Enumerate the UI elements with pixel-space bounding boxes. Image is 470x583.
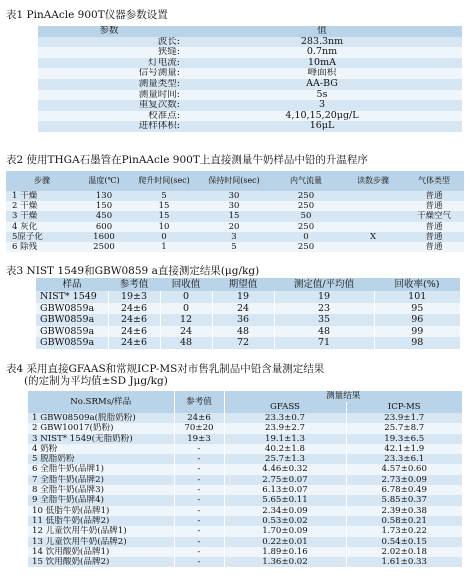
table2-cell: 5原子化 — [6, 232, 78, 242]
table4-cell: 1.89±0.16 — [224, 547, 346, 557]
table-row — [38, 68, 462, 79]
table-row — [6, 222, 464, 232]
table4-cell: 7 全脂牛奶(品牌2) — [28, 475, 174, 485]
table4-cell: 23.3±6.1 — [346, 454, 462, 464]
table3-header-cell: 测定值/平均值 — [274, 278, 374, 291]
table3-cell: 19 — [274, 291, 374, 303]
table-row — [38, 37, 462, 48]
table-row — [38, 90, 462, 101]
table3-cell: 0 — [160, 291, 212, 303]
table-row — [28, 557, 462, 567]
table1-caption: 表1 PinAAcle 900T仪器参数设置 — [6, 9, 168, 21]
table2-cell — [342, 242, 404, 252]
table4-cell: 19.1±1.3 — [224, 434, 346, 444]
table4-cell: 1.73±0.22 — [346, 526, 462, 536]
table3-header-cell: 参考值 — [108, 278, 160, 291]
table-row — [38, 100, 462, 111]
param-value: 0.7nm — [182, 47, 462, 58]
table-row — [28, 516, 462, 526]
table2-cell: 2500 — [78, 242, 130, 252]
table3-cell: 101 — [374, 291, 460, 303]
table4-cell: - — [174, 557, 224, 567]
table2-caption: 表2 使用THGA石墨管在PinAAcle 900T上直接测量牛奶样品中铅的升温程序 — [6, 154, 368, 166]
table3-cell: 35 — [274, 314, 374, 326]
table4-cell: 0.54±0.15 — [346, 537, 462, 547]
table-row — [28, 454, 462, 464]
table3-cell: 96 — [374, 314, 460, 326]
table-row — [38, 111, 462, 122]
table2-cell: 0 — [270, 232, 342, 242]
table-row — [6, 201, 464, 211]
table2-header-cell: 气体类型 — [404, 171, 464, 191]
table2-header-cell: 爬升时间(sec) — [130, 171, 198, 191]
table3-cell: 24±6 — [108, 337, 160, 349]
table4-header-gfaas: GFASS — [224, 402, 346, 413]
table3-cell: 95 — [374, 303, 460, 315]
table2-cell: 10 — [130, 222, 198, 232]
table4-cell: 2.02±0.18 — [346, 547, 462, 557]
table4-cell: 2.34±0.09 — [224, 506, 346, 516]
param-name: 重复次数: — [38, 100, 182, 111]
param-value: 峰面积 — [182, 68, 462, 79]
table4-cell: 1.61±0.33 — [346, 557, 462, 567]
param-value: 4,10,15,20μg/L — [182, 111, 462, 122]
table2-cell — [342, 201, 404, 211]
table4-cell: - — [174, 495, 224, 505]
table2-cell — [342, 191, 404, 201]
param-name: 狭缝: — [38, 47, 182, 58]
table4-cell: 1 GBW08509a(脱脂奶粉) — [28, 413, 174, 423]
table4-caption-line1: 表4 采用直接GFAAS和常规ICP-MS对市售乳制品中铅含量测定结果 — [6, 363, 325, 375]
table2-cell: 普通 — [404, 201, 464, 211]
table2-cell: 130 — [78, 191, 130, 201]
table3-header-cell: 样品 — [36, 278, 108, 291]
table4-cell: 4.46±0.32 — [224, 464, 346, 474]
table2-cell: 600 — [78, 222, 130, 232]
table3-cell: GBW0859a — [36, 314, 108, 326]
table3-cell: 19±3 — [108, 291, 160, 303]
table3-cell: 99 — [374, 326, 460, 338]
table2-cell: 3 干燥 — [6, 211, 78, 221]
table4-cell: 25.7±8.7 — [346, 423, 462, 433]
table2-cell: 15 — [198, 211, 270, 221]
table-row — [38, 58, 462, 69]
table2-header-cell: 保持时间(sec) — [198, 171, 270, 191]
table4-cell: 19.3±6.5 — [346, 434, 462, 444]
param-name: 测量时间: — [38, 90, 182, 101]
param-name: 信号测量: — [38, 68, 182, 79]
table4-cell: - — [174, 506, 224, 516]
table-row — [28, 423, 462, 433]
table3-caption: 表3 NIST 1549和GBW0859 a直接测定结果(μg/kg) — [6, 265, 260, 277]
table3-cell: 71 — [274, 337, 374, 349]
table4-cell: 11 低脂牛奶(品牌2) — [28, 516, 174, 526]
table2-cell: 3 — [198, 232, 270, 242]
table2-cell: 4 灰化 — [6, 222, 78, 232]
table-row — [36, 337, 460, 349]
table2-cell: 1600 — [78, 232, 130, 242]
table2-cell: 15 — [130, 211, 198, 221]
table2-cell: 250 — [270, 191, 342, 201]
table4-header-icpms: ICP-MS — [346, 402, 462, 413]
table2-header-cell: 温度(℃) — [78, 171, 130, 191]
table4-cell: - — [174, 485, 224, 495]
table4-header-ref: 参考值 — [174, 391, 224, 413]
table4-cell: 13 儿童饮用牛奶(品牌2) — [28, 537, 174, 547]
table2-cell — [342, 222, 404, 232]
table3-cell: 48 — [274, 326, 374, 338]
param-name: 波长: — [38, 37, 182, 48]
table3-header-cell: 回收率(%) — [374, 278, 460, 291]
table3-cell: 24 — [212, 303, 274, 315]
param-value: 283.3nm — [182, 37, 462, 48]
table3-cell: 36 — [212, 314, 274, 326]
table2-header-cell: 步骤 — [6, 171, 78, 191]
table4-cell: 4.57±0.60 — [346, 464, 462, 474]
table-row — [28, 526, 462, 536]
table2-cell: 5 — [198, 242, 270, 252]
table4-cell: 6.78±0.49 — [346, 485, 462, 495]
table3-direct-measurement — [36, 278, 460, 349]
table2-cell: X — [342, 232, 404, 242]
table2-cell: 20 — [198, 222, 270, 232]
param-value: 3 — [182, 100, 462, 111]
table4-cell: 5.85±0.37 — [346, 495, 462, 505]
table3-cell: 24±6 — [108, 326, 160, 338]
param-value: 5s — [182, 90, 462, 101]
table2-heating-program — [6, 171, 464, 252]
table4-cell: 23.9±1.7 — [346, 413, 462, 423]
table3-cell: 23 — [274, 303, 374, 315]
table-row — [28, 434, 462, 444]
table4-cell: - — [174, 516, 224, 526]
table4-cell: 6.13±0.07 — [224, 485, 346, 495]
param-name: 进样体积: — [38, 121, 182, 132]
table-row — [36, 303, 460, 315]
table4-cell: 2.39±0.38 — [346, 506, 462, 516]
table4-cell: - — [174, 475, 224, 485]
table-row — [38, 121, 462, 132]
table3-cell: 48 — [212, 326, 274, 338]
table4-cell: 6 全脂牛奶(品牌1) — [28, 464, 174, 474]
table2-cell: 1 干燥 — [6, 191, 78, 201]
table-row — [6, 242, 464, 252]
table4-cell: - — [174, 537, 224, 547]
table4-cell: 2.75±0.07 — [224, 475, 346, 485]
table4-cell: 1.36±0.02 — [224, 557, 346, 567]
table3-cell: 24±6 — [108, 314, 160, 326]
table3-cell: 24 — [160, 326, 212, 338]
table4-cell: 25.7±1.3 — [224, 454, 346, 464]
table3-cell: 48 — [160, 337, 212, 349]
table4-cell: 2.73±0.09 — [346, 475, 462, 485]
table4-cell: 3 NIST* 1549(无脂奶粉) — [28, 434, 174, 444]
table3-cell: 24±6 — [108, 303, 160, 315]
table4-cell: - — [174, 444, 224, 454]
table4-caption-line2: (的定制为平均值±SD Jμg/kg) — [24, 375, 168, 387]
table4-cell: - — [174, 526, 224, 536]
table2-cell: 15 — [130, 201, 198, 211]
table4-cell: - — [174, 464, 224, 474]
table3-cell: GBW0859a — [36, 303, 108, 315]
table2-cell: 普通 — [404, 242, 464, 252]
table-row — [38, 79, 462, 90]
table3-cell: GBW0859a — [36, 326, 108, 338]
table-row — [28, 495, 462, 505]
table2-cell: 干燥空气 — [404, 211, 464, 221]
table-row — [28, 475, 462, 485]
table2-cell: 30 — [198, 201, 270, 211]
table4-cell: 14 饮用酸奶(品牌1) — [28, 547, 174, 557]
param-name: 测量类型: — [38, 79, 182, 90]
table4-cell: 23.9±2.7 — [224, 423, 346, 433]
table4-cell: 9 全脂牛奶(品牌4) — [28, 495, 174, 505]
table-row — [36, 314, 460, 326]
param-name: 灯电流: — [38, 58, 182, 69]
table-row — [38, 47, 462, 58]
table1-instrument-parameters — [38, 26, 462, 132]
table2-cell: 1 — [130, 242, 198, 252]
table3-header-cell: 期望值 — [212, 278, 274, 291]
table-row — [28, 506, 462, 516]
table4-cell: 10 低脂牛奶(品牌1) — [28, 506, 174, 516]
table2-cell: 250 — [270, 242, 342, 252]
table2-cell: 150 — [78, 201, 130, 211]
table1-header-param: 参数 — [38, 26, 182, 37]
table3-cell: 72 — [212, 337, 274, 349]
param-value: 10mA — [182, 58, 462, 69]
table2-cell: 6 除残 — [6, 242, 78, 252]
param-value: AA-BG — [182, 79, 462, 90]
table-row — [36, 326, 460, 338]
table2-cell: 2 干燥 — [6, 201, 78, 211]
table4-dairy-lead-results — [28, 391, 462, 567]
table2-header-cell: 读数步骤 — [342, 171, 404, 191]
table4-cell: 4 奶粉 — [28, 444, 174, 454]
table3-cell: 0 — [160, 303, 212, 315]
table2-header-cell: 内气流量 — [270, 171, 342, 191]
table1-header-value: 值 — [182, 26, 462, 37]
table2-cell: 5 — [130, 191, 198, 201]
table-row — [28, 547, 462, 557]
table4-cell: 19±3 — [174, 434, 224, 444]
table-row — [28, 537, 462, 547]
table3-header-cell: 回收值 — [160, 278, 212, 291]
table4-cell: 0.22±0.01 — [224, 537, 346, 547]
table2-cell: 450 — [78, 211, 130, 221]
table2-cell: 250 — [270, 201, 342, 211]
table4-cell: 2 GBW10017(奶粉) — [28, 423, 174, 433]
table3-cell: NIST* 1549 — [36, 291, 108, 303]
param-value: 16μL — [182, 121, 462, 132]
table2-cell: 普通 — [404, 222, 464, 232]
table-row — [6, 211, 464, 221]
table4-cell: 0.58±0.21 — [346, 516, 462, 526]
table4-cell: 24±6 — [174, 413, 224, 423]
table-row — [6, 232, 464, 242]
table2-cell: 普通 — [404, 191, 464, 201]
table2-cell — [342, 211, 404, 221]
table4-cell: 70±20 — [174, 423, 224, 433]
table4-cell: 42.1±1.9 — [346, 444, 462, 454]
table4-cell: 5 脱脂奶粉 — [28, 454, 174, 464]
table4-cell: - — [174, 454, 224, 464]
table4-cell: 8 全脂牛奶(品牌3) — [28, 485, 174, 495]
table-row — [28, 413, 462, 423]
table4-cell: 12 儿童饮用牛奶(品牌1) — [28, 526, 174, 536]
param-name: 校准点: — [38, 111, 182, 122]
table3-cell: 12 — [160, 314, 212, 326]
table3-cell: 98 — [374, 337, 460, 349]
table4-cell: 15 饮用酸奶(品牌2) — [28, 557, 174, 567]
table-row — [36, 291, 460, 303]
table4-cell: 1.70±0.09 — [224, 526, 346, 536]
table2-cell: 250 — [270, 222, 342, 232]
table-row — [28, 485, 462, 495]
table2-cell: 0 — [130, 232, 198, 242]
table3-cell: 19 — [212, 291, 274, 303]
table4-cell: 23.3±0.7 — [224, 413, 346, 423]
table2-cell: 30 — [198, 191, 270, 201]
table4-header-group: 测量结果 — [224, 391, 462, 402]
table4-cell: 5.65±0.11 — [224, 495, 346, 505]
table3-cell: GBW0859a — [36, 337, 108, 349]
table4-cell: 40.2±1.8 — [224, 444, 346, 454]
table2-cell: 50 — [270, 211, 342, 221]
table4-cell: 0.53±0.02 — [224, 516, 346, 526]
table-row — [28, 464, 462, 474]
table4-cell: - — [174, 547, 224, 557]
table4-header-sample: No.SRMs/样品 — [28, 391, 174, 413]
table-row — [6, 191, 464, 201]
table2-cell: 普通 — [404, 232, 464, 242]
table-row — [28, 444, 462, 454]
